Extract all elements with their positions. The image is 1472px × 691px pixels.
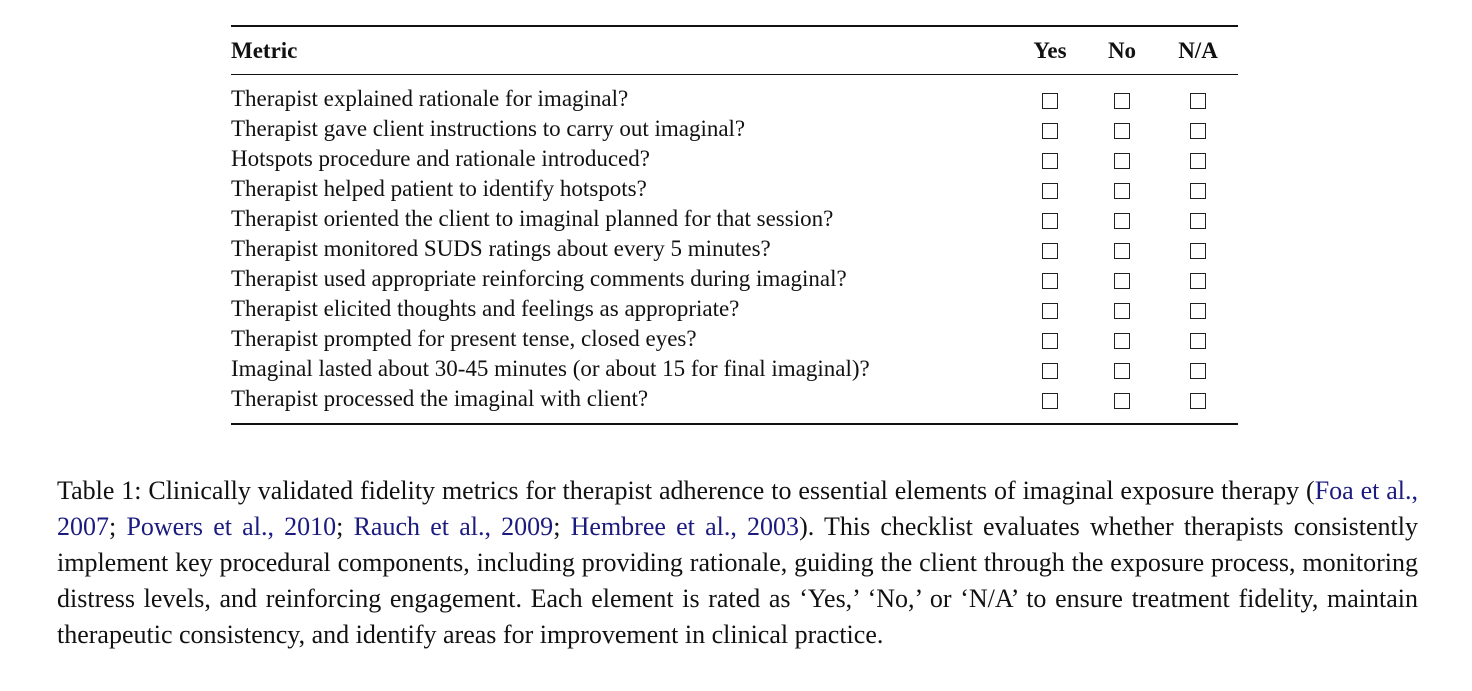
- no-checkbox[interactable]: [1114, 93, 1130, 109]
- metric-label: Therapist gave client instructions to carry out imaginal?: [231, 116, 746, 141]
- header-no: No: [1107, 37, 1137, 63]
- table-body: [231, 75, 1238, 425]
- metric-label: Imaginal lasted about 30-45 minutes (or about 15 for final imaginal)?: [231, 356, 870, 381]
- no-checkbox[interactable]: [1114, 243, 1130, 259]
- header-na: N/A: [1178, 37, 1218, 63]
- metric-label: Therapist prompted for present tense, closed eyes?: [231, 326, 697, 351]
- yes-checkbox[interactable]: [1042, 123, 1058, 139]
- no-cell: [1086, 75, 1158, 115]
- no-cell: [1086, 354, 1158, 384]
- na-cell: [1158, 204, 1238, 234]
- no-cell: [1086, 204, 1158, 234]
- yes-checkbox[interactable]: [1042, 393, 1058, 409]
- table-row: [231, 204, 1238, 234]
- yes-cell: [1014, 144, 1086, 174]
- na-cell: [1158, 294, 1238, 324]
- no-cell: [1086, 384, 1158, 424]
- na-cell: [1158, 144, 1238, 174]
- yes-cell: [1014, 75, 1086, 115]
- na-checkbox[interactable]: [1190, 93, 1206, 109]
- na-checkbox[interactable]: [1190, 243, 1206, 259]
- na-checkbox[interactable]: [1190, 183, 1206, 199]
- na-cell: [1158, 234, 1238, 264]
- na-cell: [1158, 324, 1238, 354]
- no-checkbox[interactable]: [1114, 123, 1130, 139]
- no-cell: [1086, 114, 1158, 144]
- table-caption: [57, 473, 1418, 653]
- no-checkbox[interactable]: [1114, 333, 1130, 349]
- table-row: [231, 384, 1238, 424]
- table-row: [231, 264, 1238, 294]
- no-checkbox[interactable]: [1114, 393, 1130, 409]
- citation-foa-2007[interactable]: Foa et al., 2007: [57, 476, 1418, 541]
- metric-label: Hotspots procedure and rationale introduced?: [231, 146, 650, 171]
- no-checkbox[interactable]: [1114, 303, 1130, 319]
- na-checkbox[interactable]: [1190, 123, 1206, 139]
- caption-tail: ). This checklist evaluates whether therapists consistently implement key procedural components, including providing rationale, guiding the client through the exposure process, monitoring distress levels, and reinforcing engagement. Each element is rated as ‘Yes,’ ‘No,’ or ‘N/A’ to ensure treatment fidelity, maintain therapeutic consistency, and identify areas for improvement in clinical practice.: [57, 512, 1418, 649]
- table-row: [231, 354, 1238, 384]
- header-yes: Yes: [1033, 37, 1067, 63]
- metric-label: Therapist explained rationale for imaginal?: [231, 86, 629, 111]
- na-cell: [1158, 354, 1238, 384]
- metric-label: Therapist elicited thoughts and feelings as appropriate?: [231, 296, 740, 321]
- no-cell: [1086, 294, 1158, 324]
- yes-cell: [1014, 294, 1086, 324]
- na-checkbox[interactable]: [1190, 213, 1206, 229]
- metric-label: Therapist used appropriate reinforcing comments during imaginal?: [231, 266, 847, 291]
- yes-checkbox[interactable]: [1042, 153, 1058, 169]
- na-checkbox[interactable]: [1190, 333, 1206, 349]
- yes-cell: [1014, 114, 1086, 144]
- metric-label: Therapist oriented the client to imaginal planned for that session?: [231, 206, 834, 231]
- no-cell: [1086, 174, 1158, 204]
- citation-rauch-2009[interactable]: Rauch et al., 2009: [353, 512, 554, 541]
- no-cell: [1086, 144, 1158, 174]
- yes-cell: [1014, 174, 1086, 204]
- table-row: [231, 174, 1238, 204]
- no-checkbox[interactable]: [1114, 363, 1130, 379]
- fidelity-metrics-table: [231, 25, 1238, 425]
- yes-cell: [1014, 324, 1086, 354]
- na-cell: [1158, 174, 1238, 204]
- table-row: [231, 114, 1238, 144]
- citation-hembree-2003[interactable]: Hembree et al., 2003: [570, 512, 800, 541]
- yes-cell: [1014, 384, 1086, 424]
- na-checkbox[interactable]: [1190, 153, 1206, 169]
- no-checkbox[interactable]: [1114, 153, 1130, 169]
- na-cell: [1158, 264, 1238, 294]
- no-cell: [1086, 264, 1158, 294]
- na-checkbox[interactable]: [1190, 303, 1206, 319]
- table-row: [231, 75, 1238, 115]
- yes-checkbox[interactable]: [1042, 303, 1058, 319]
- no-checkbox[interactable]: [1114, 183, 1130, 199]
- caption-separator: ;: [109, 512, 127, 541]
- na-checkbox[interactable]: [1190, 363, 1206, 379]
- table-row: [231, 234, 1238, 264]
- no-checkbox[interactable]: [1114, 273, 1130, 289]
- yes-checkbox[interactable]: [1042, 363, 1058, 379]
- yes-cell: [1014, 354, 1086, 384]
- no-cell: [1086, 324, 1158, 354]
- caption-separator: ;: [553, 512, 571, 541]
- yes-cell: [1014, 264, 1086, 294]
- header-metric: Metric: [231, 37, 298, 63]
- caption-separator: ;: [336, 512, 354, 541]
- yes-checkbox[interactable]: [1042, 183, 1058, 199]
- na-cell: [1158, 384, 1238, 424]
- na-checkbox[interactable]: [1190, 393, 1206, 409]
- table-row: [231, 324, 1238, 354]
- fidelity-table-container: [231, 25, 1238, 425]
- no-cell: [1086, 234, 1158, 264]
- caption-lead: Table 1: Clinically validated fidelity metrics for therapist adherence to essential elements of imaginal exposure therapy (: [57, 476, 1315, 505]
- yes-cell: [1014, 204, 1086, 234]
- yes-checkbox[interactable]: [1042, 243, 1058, 259]
- na-checkbox[interactable]: [1190, 273, 1206, 289]
- na-cell: [1158, 114, 1238, 144]
- metric-label: Therapist monitored SUDS ratings about every 5 minutes?: [231, 236, 771, 261]
- no-checkbox[interactable]: [1114, 213, 1130, 229]
- yes-checkbox[interactable]: [1042, 333, 1058, 349]
- table-header-row: [231, 26, 1238, 75]
- yes-checkbox[interactable]: [1042, 273, 1058, 289]
- citation-powers-2010[interactable]: Powers et al., 2010: [126, 512, 337, 541]
- na-cell: [1158, 75, 1238, 115]
- metric-label: Therapist helped patient to identify hotspots?: [231, 176, 647, 201]
- table-row: [231, 294, 1238, 324]
- table-row: [231, 144, 1238, 174]
- yes-checkbox[interactable]: [1042, 93, 1058, 109]
- yes-cell: [1014, 234, 1086, 264]
- metric-label: Therapist processed the imaginal with client?: [231, 386, 649, 411]
- yes-checkbox[interactable]: [1042, 213, 1058, 229]
